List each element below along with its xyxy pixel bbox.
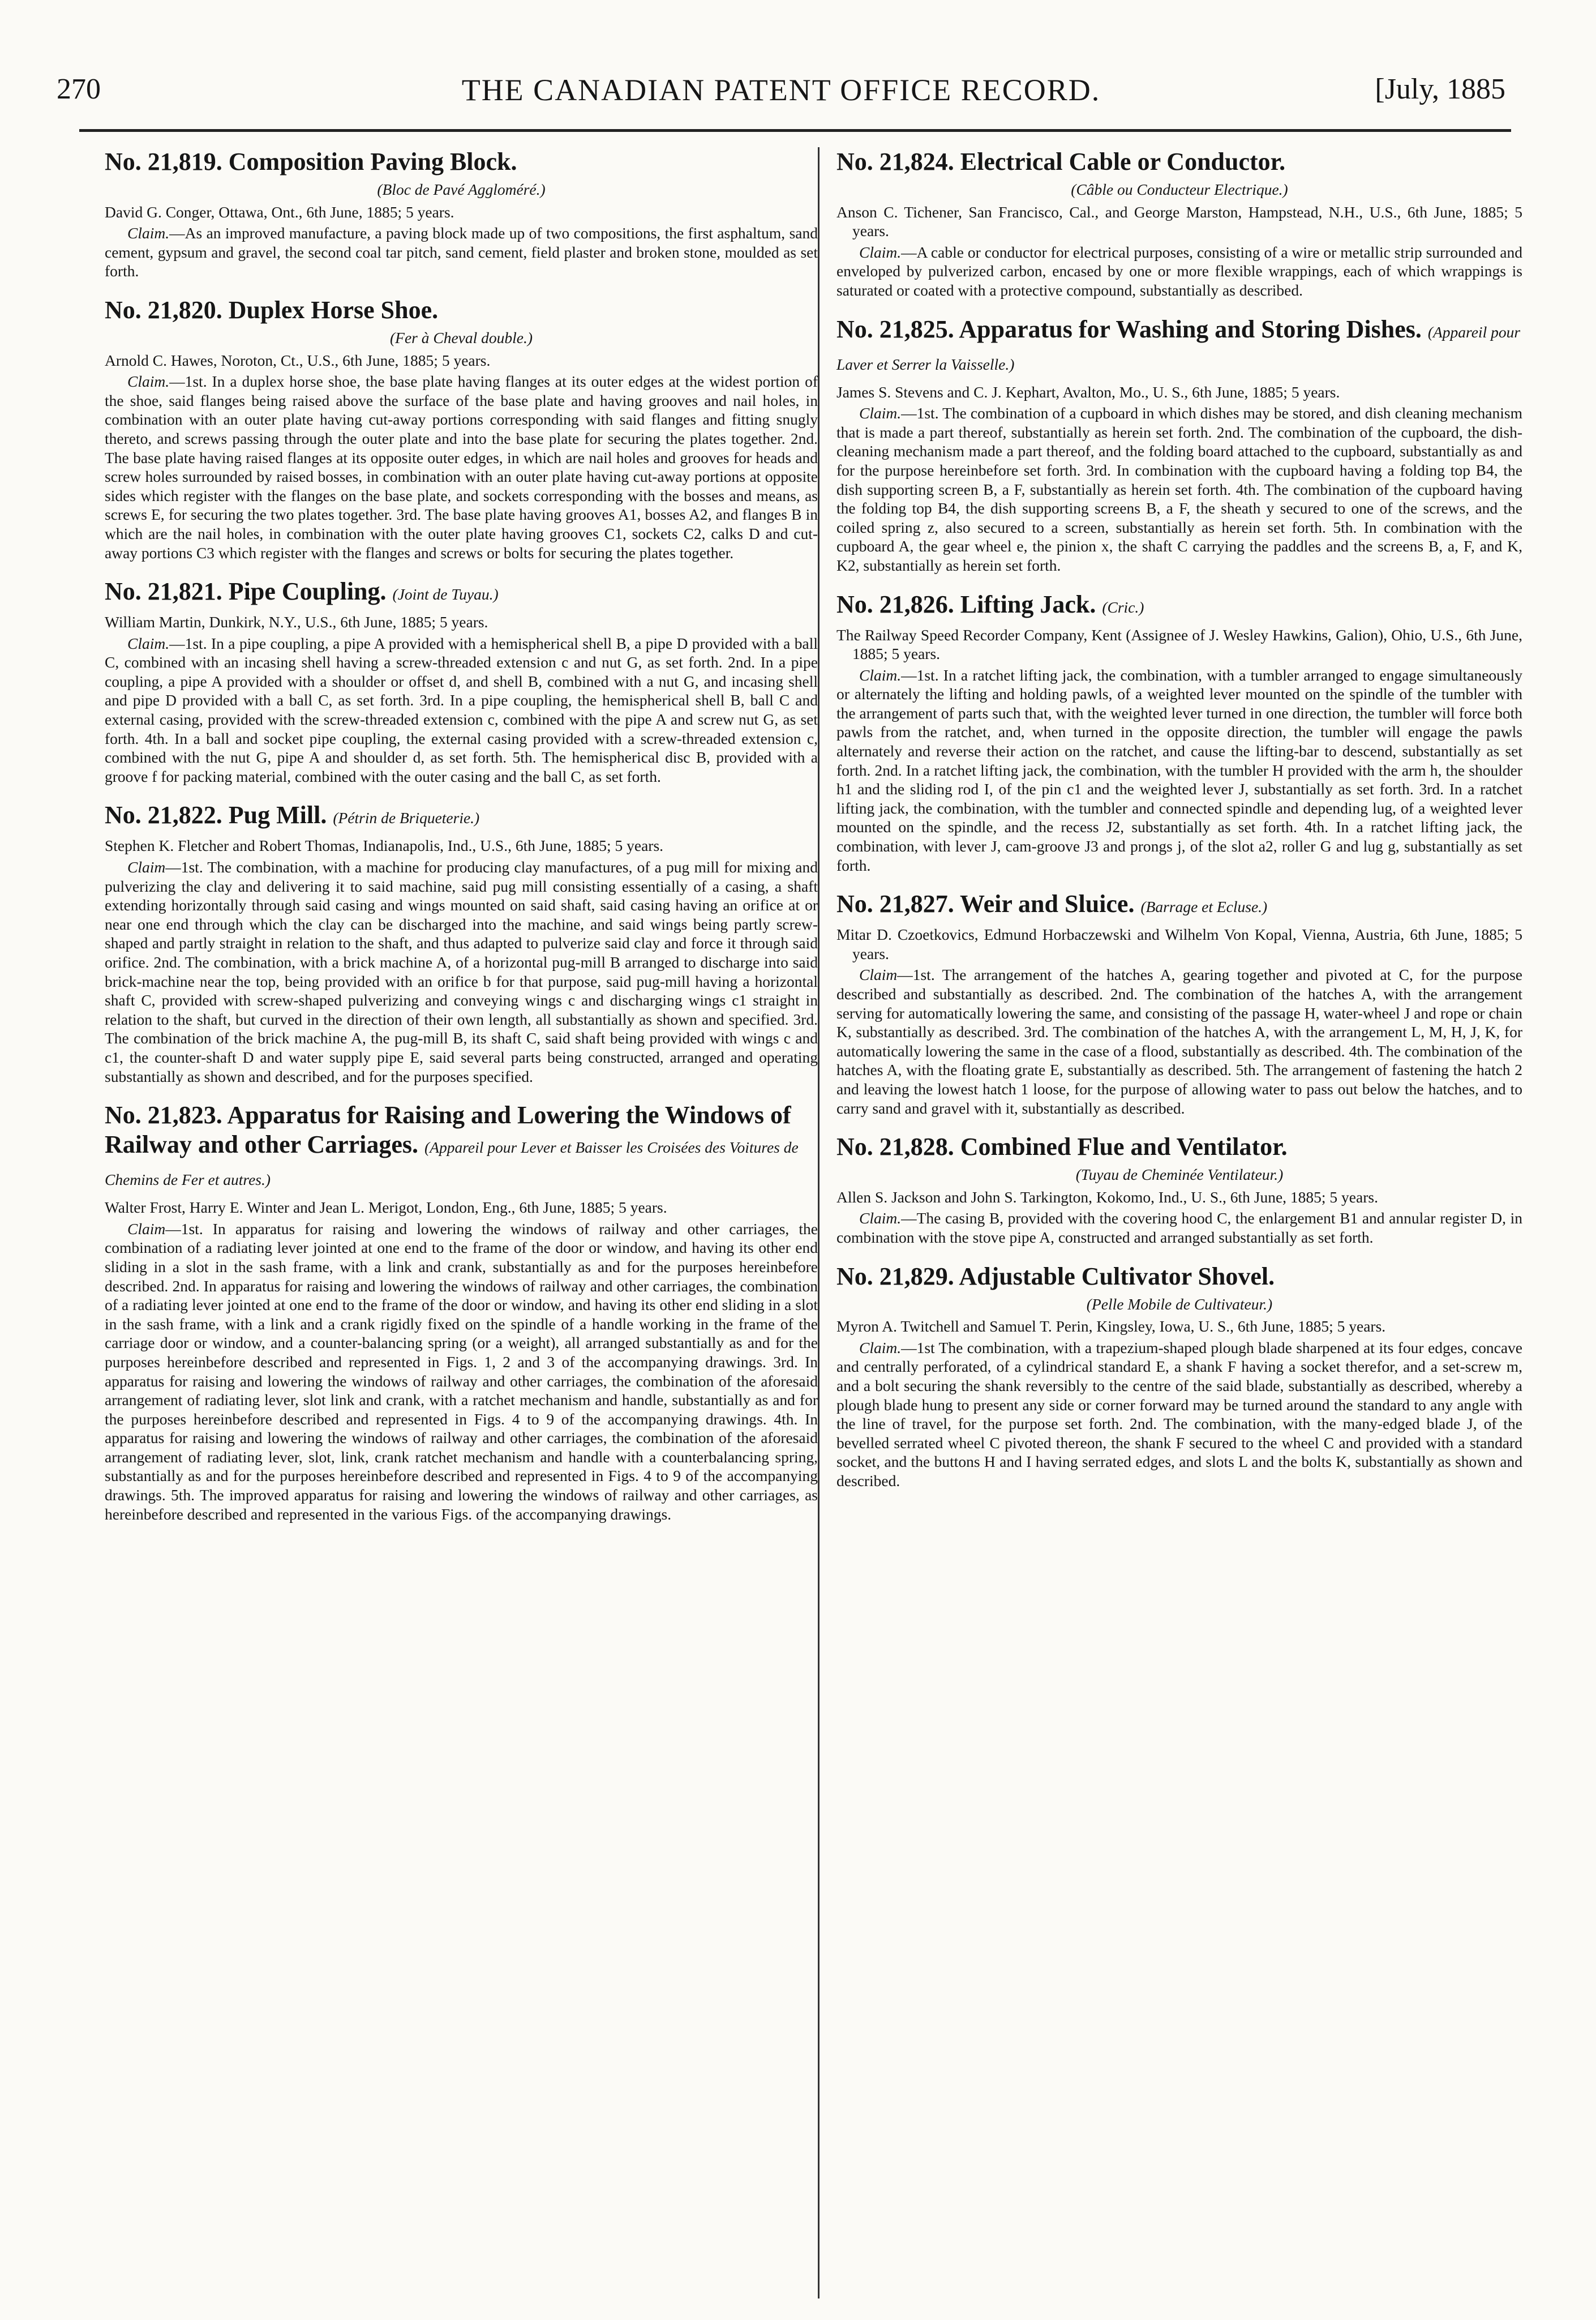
header-rule xyxy=(79,129,1511,132)
claim-label: Claim. xyxy=(859,1338,902,1356)
claim-label: Claim. xyxy=(127,373,170,391)
patent-owner: Anson C. Tichener, San Francisco, Cal., and George Marston, Hampstead, N.H., U.S., 6th June, 1885; 5 years. xyxy=(836,203,1522,240)
patent-owner: David G. Conger, Ottawa, Ont., 6th June, 1885; 5 years. xyxy=(105,203,454,221)
patent-entry xyxy=(105,577,818,786)
claim-text: —The casing B, provided with the covering hood C, the enlargement B1 and annular register D, in combination with the stove pipe A, constructed and arranged substantially as set forth. xyxy=(836,1209,1522,1246)
claim-label: Claim. xyxy=(127,634,170,652)
patent-claim xyxy=(836,1338,1522,1491)
patent-entry xyxy=(105,801,818,1086)
patent-title: Composition Paving Block. xyxy=(228,148,517,176)
patent-entry xyxy=(836,1262,1522,1491)
french-title: (Pétrin de Briqueterie.) xyxy=(333,809,480,827)
claim-text: —1st. The combination, with a machine for producing clay manufactures, of a pug mill for mixing and pulverizing the clay and delivering it to said machine, said pug mill consisting essentially of a casing, a shaft extending horizontally through said casing and wings mounted on said shaft, said casing having an orifice at or near one end through which the clay can be discharged into the machine, and said wings being partly screw-shaped and partly straight in relation to the shaft, and thus adapted to pulverize said clay and force it through said orifice. 2nd. The combination, with a brick machine A, of a horizontal pug-mill B arranged to discharge into said brick-machine near the top, being provided with an orifice b for that purpose, said pug-mill having a horizontal shaft C, provided with screw-shaped pulverizing and conveying wings c and discharging wings c1 straight in relation to the shaft, but curved in the direction of their own length, all substantially as shown and specified. 3rd. The combination of the brick machine A, the pug-mill B, its shaft C, said shaft being provided with wings c and c1, the counter-shaft D and water supply pipe E, said several parts being constructed, arranged and operating substantially as shown and described, and for the purposes specified. xyxy=(105,858,818,1085)
patent-owner: William Martin, Dunkirk, N.Y., U.S., 6th June, 1885; 5 years. xyxy=(105,613,488,631)
patent-heading xyxy=(836,315,1522,379)
claim-text: —As an improved manufacture, a paving block made up of two compositions, the first asphaltum, sand cement, gypsum and gravel, the second coal tar pitch, sand cement, field plaster and broken stone, moulded as set forth. xyxy=(105,224,818,280)
claim-text: —A cable or conductor for electrical purposes, consisting of a wire or metallic strip surrounded and enveloped by pulverized carbon, encased by one or more flexible wrappings, each of which wrappings is saturated or coated with a protective compound, substantially as described. xyxy=(836,243,1522,299)
patent-number: No. 21,826. xyxy=(836,590,954,618)
patent-owner: Mitar D. Czoetkovics, Edmund Horbaczewski and Wilhelm Von Kopal, Vienna, Austria, 6th June, 1885; 5 years. xyxy=(836,926,1522,962)
patent-heading xyxy=(105,801,818,833)
patent-number: No. 21,824. xyxy=(836,148,954,176)
left-column xyxy=(105,147,818,2298)
claim-text: —1st. In a duplex horse shoe, the base plate having flanges at its outer edges at the widest portion of the shoe, said flanges being raised above the surface of the base plate and having grooves and nail holes, in combination with an outer plate having cut-away portions corresponding with said flanges and fitting snugly thereto, and screws passing through the outer plate and into the base plate for securing the plates together. 2nd. The base plate having raised flanges at its opposite outer edges, in which are nail holes and grooves for heads and screw holes surrounded by raised bosses, in combination with an outer plate having cut-away portions at opposite sides which register with the flanges on the base plate, and sockets corresponding with the bosses and means, as screws E, for securing the two plates together. 3rd. The base plate having grooves A1, bosses A2, and flanges B in which are the nail holes, in combination with the outer plate having grooves C1, sockets C2, calks D and cut-away portions C3 which register with the flanges and screws or bolts for securing the plates together. xyxy=(105,373,818,562)
claim-label: Claim xyxy=(127,858,166,876)
french-title: (Joint de Tuyau.) xyxy=(392,585,499,603)
patent-heading xyxy=(105,1101,818,1195)
patent-claim xyxy=(836,666,1522,875)
french-title: (Pelle Mobile de Cultivateur.) xyxy=(1086,1295,1273,1313)
claim-label: Claim. xyxy=(859,666,902,684)
french-title: (Appareil pour Laver et Serrer la Vaisselle.) xyxy=(836,323,1521,373)
patent-heading xyxy=(836,889,1522,922)
patent-owner: Myron A. Twitchell and Samuel T. Perin, Kingsley, Iowa, U. S., 6th June, 1885; 5 years. xyxy=(836,1317,1386,1336)
patent-number: No. 21,822. xyxy=(105,801,222,829)
claim-label: Claim. xyxy=(859,243,902,261)
patent-owner: Allen S. Jackson and John S. Tarkington, Kokomo, Ind., U. S., 6th June, 1885; 5 years. xyxy=(836,1188,1378,1206)
patent-number: No. 21,828. xyxy=(836,1133,954,1161)
claim-text: —1st. In a ratchet lifting jack, the combination, with a tumbler arranged to engage simultaneously or alternately the lifting and holding pawls, of a weighted lever mounted on the spindle of the tumbler with the arrangement of parts such that, with the weighted lever turned in one direction, the tumbler will force both pawls from the ratchet, and, when turned in the opposite direction, the tumbler will engage the pawls alternately and reverse their action on the ratchet, and cause the lifting-bar to descend, substantially as set forth. 2nd. In a ratchet lifting jack, the combination, with the tumbler H provided with the arm h, the shoulder h1 and the sliding rod I, of the pin c1 and the weighted lever J, substantially as set forth. 3rd. In a ratchet lifting jack, the combination, with the tumbler and connected spindle and depending lug, of a weighted lever mounted on the spindle, and the recess J2, substantially as set forth. 4th. In a ratchet lifting jack, the combination, with lever J, cam-groove J3 and prongs j, of the slot a2, roller G and lug g, substantially as set forth. xyxy=(836,666,1522,874)
patent-claim xyxy=(105,634,818,786)
patent-entry xyxy=(105,147,818,281)
patent-number: No. 21,829. xyxy=(836,1262,954,1290)
patent-owner: James S. Stevens and C. J. Kephart, Avalton, Mo., U. S., 6th June, 1885; 5 years. xyxy=(836,383,1340,401)
patent-owner: Walter Frost, Harry E. Winter and Jean L. Merigot, London, Eng., 6th June, 1885; 5 years. xyxy=(105,1198,667,1217)
claim-label: Claim. xyxy=(859,1209,902,1227)
patent-claim xyxy=(105,224,818,281)
french-title: (Fer à Cheval double.) xyxy=(389,328,533,346)
patent-heading xyxy=(836,1262,1522,1291)
patent-heading xyxy=(836,590,1522,622)
patent-owner: Arnold C. Hawes, Noroton, Ct., U.S., 6th June, 1885; 5 years. xyxy=(105,351,491,369)
page-header xyxy=(57,68,1505,119)
patent-title: Pipe Coupling. xyxy=(228,577,387,606)
patent-claim xyxy=(836,965,1522,1118)
claim-text: —1st. In apparatus for raising and lowering the windows of railway and other carriages, the combination of a radiating lever jointed at one end to the frame of the door or window, and having its other end sliding in a slot in the sash frame, with a link and crank, substantially as and for the purposes hereinbefore described. 2nd. In apparatus for raising and lowering the windows of railway and other carriages, the combination of a radiating lever jointed at one end to the frame of the door or window, and having its other end sliding in a slot in the sash frame, with a link and a crank rigidly fixed on the spindle of a handle working in the frame of the carriage door or window, and a counter-balancing spring (or a weight), all arranged substantially as and for the purposes hereinbefore described and represented in Figs. 1, 2 and 3 of the accompanying drawings. 3rd. In apparatus for raising and lowering the windows of railway and other carriages, the combination of the aforesaid arrangement of radiating lever, slot link and crank, with a ratchet mechanism and handle, substantially as and for the purposes hereinbefore described and represented in Figs. 4 to 9 of the accompanying drawings. 4th. In apparatus for raising and lowering the windows of railway and other carriages, the combination of the aforesaid arrangement of radiating lever, slot, link, crank ratchet mechanism and handle with a counterbalancing spring, substantially as and for the purposes hereinbefore described and represented in Figs. 4 to 9 of the accompanying drawings. 5th. The improved apparatus for raising and lowering the windows of railway and other carriages, as hereinbefore described and represented in the various Figs. of the accompanying drawings. xyxy=(105,1219,818,1523)
patent-claim xyxy=(105,1219,818,1524)
patent-number: No. 21,827. xyxy=(836,890,954,918)
patent-heading xyxy=(105,296,818,325)
patent-owner: The Railway Speed Recorder Company, Kent (Assignee of J. Wesley Hawkins, Galion), Ohio, U.S., 6th June, 1885; 5 years. xyxy=(836,626,1522,663)
patent-number: No. 21,825. xyxy=(836,315,954,343)
right-column xyxy=(818,147,1522,2298)
patent-entry xyxy=(836,590,1522,875)
patent-claim xyxy=(836,404,1522,575)
patent-number: No. 21,823. xyxy=(105,1101,222,1129)
patent-entry xyxy=(836,1132,1522,1247)
claim-text: —1st. The combination of a cupboard in which dishes may be stored, and dish cleaning mechanism that is made a part thereof, substantially as herein set forth. 2nd. The combination of the cupboard, the dish-cleaning mechanism made a part thereof, and the folding board attached to the cupboard, substantially as and for the purpose hereinbefore set forth. 3rd. In combination with the cupboard having a folding top B4, the dish supporting screen B, a F, substantially as herein set forth. 4th. The combination of the cupboard having the folding top B4, the dish supporting screens B, a F, the sheath y secured to one of the screws, and the coiled spring z, also secured to a screen, substantially as herein set forth. 5th. In combination with the cupboard A, the gear wheel e, the pinion x, the shaft C carrying the paddles and the screens B, a, F, and K, K2, substantially as herein set forth. xyxy=(836,404,1522,574)
patent-entry xyxy=(836,889,1522,1118)
patent-title: Pug Mill. xyxy=(228,801,327,829)
patent-heading xyxy=(836,147,1522,177)
claim-text: —1st. The arrangement of the hatches A, gearing together and pivoted at C, for the purpose described and substantially as described. 2nd. The combination of the hatches A, with the arrangement serving for automatically lowering the same, and consisting of the passage H, water-wheel J and rope or chain K, substantially as described. 3rd. The combination of the hatches A, with the arrangement L, M, H, J, K, for automatically lowering the same in the case of a flood, substantially as described. 4th. The combination of the hatches A, with the floating grate E, substantially as described. 5th. The arrangement of fastening the hatch 2 and leaving the lowest hatch 1 loose, for the purpose of allowing water to pass out below the hatches, and to carry sand and gravel with it, substantially as described. xyxy=(836,966,1522,1117)
patent-title: Duplex Horse Shoe. xyxy=(228,296,439,324)
french-title: (Cric.) xyxy=(1102,598,1144,616)
french-title: (Tuyau de Cheminée Ventilateur.) xyxy=(1075,1166,1284,1184)
patent-title: Electrical Cable or Conductor. xyxy=(960,148,1286,176)
patent-title: Apparatus for Raising and Lowering the Windows of Railway and other Carriages. xyxy=(105,1101,791,1159)
patent-heading xyxy=(105,147,818,177)
patent-owner: Stephen K. Fletcher and Robert Thomas, Indianapolis, Ind., U.S., 6th June, 1885; 5 years. xyxy=(105,837,664,855)
french-title: (Barrage et Ecluse.) xyxy=(1140,898,1268,916)
patent-title: Lifting Jack. xyxy=(960,590,1096,618)
patent-entry xyxy=(105,1101,818,1523)
french-title: (Appareil pour Lever et Baisser les Croisées des Voitures de Chemins de Fer et autres.) xyxy=(105,1138,799,1189)
claim-text: —1st The combination, with a trapezium-shaped plough blade sharpened at its four edges, concave and centrally perforated, of a cylindrical standard E, a shank F having a socket therefor, and a set-screw m, and a bolt securing the shank reversibly to the centre of the said blade, substantially as described, whereby a plough blade hung to present any side or corner forward may be turned around the standard to any angle with the line of travel, for the purpose set forth. 2nd. The combination, with the many-edged blade J, of the bevelled serrated wheel C pivoted thereon, the shank F secured to the wheel C and provided with a standard socket, and the buttons H and I having serrated edges, and slots L and the bolts K, substantially as shown and described. xyxy=(836,1338,1522,1489)
patent-title: Weir and Sluice. xyxy=(960,890,1135,918)
publication-title: THE CANADIAN PATENT OFFICE RECORD. xyxy=(461,73,1101,107)
claim-label: Claim xyxy=(127,1219,166,1238)
patent-title: Combined Flue and Ventilator. xyxy=(960,1133,1288,1161)
claim-label: Claim. xyxy=(859,404,902,422)
patent-number: No. 21,819. xyxy=(105,148,222,176)
patent-title: Adjustable Cultivator Shovel. xyxy=(959,1262,1275,1290)
patent-entry xyxy=(836,147,1522,300)
claim-label: Claim. xyxy=(127,224,170,242)
patent-heading xyxy=(836,1132,1522,1162)
issue-date: [July, 1885 xyxy=(1375,73,1505,105)
page-number: 270 xyxy=(57,73,101,105)
patent-heading xyxy=(105,577,818,609)
patent-number: No. 21,820. xyxy=(105,296,222,324)
patent-number: No. 21,821. xyxy=(105,577,222,606)
french-title: (Câble ou Conducteur Electrique.) xyxy=(1071,181,1288,198)
patent-title: Apparatus for Washing and Storing Dishes. xyxy=(959,315,1422,343)
french-title: (Bloc de Pavé Aggloméré.) xyxy=(377,181,546,198)
patent-claim xyxy=(105,372,818,562)
patent-claim xyxy=(836,1209,1522,1247)
patent-entry xyxy=(105,296,818,562)
patent-claim xyxy=(105,858,818,1086)
claim-text: —1st. In a pipe coupling, a pipe A provided with a hemispherical shell B, a pipe D provided with a ball C, combined with an incasing shell having a screw-threaded extension c and nut G, as set forth. 2nd. In a pipe coupling, a pipe A provided with a shoulder or offset d, and shell B, combined with a nut G, and incasing shell and pipe D provided with a ball C, as set forth. 3rd. In a pipe coupling, the hemispherical shell B, ball C and external casing, provided with the screw-threaded extension c, combined with the pipe A and screw nut G, as set forth. 4th. In a ball and socket pipe coupling, the external casing provided with a screw-threaded extension c, combined with the nut G, pipe A and shoulder d, as set forth. 5th. The hemispherical disc B, provided with a groove f for packing material, combined with the outer casing and the ball C, as set forth. xyxy=(105,634,818,785)
patent-entry xyxy=(836,315,1522,575)
patent-claim xyxy=(836,243,1522,300)
claim-label: Claim xyxy=(859,966,898,984)
